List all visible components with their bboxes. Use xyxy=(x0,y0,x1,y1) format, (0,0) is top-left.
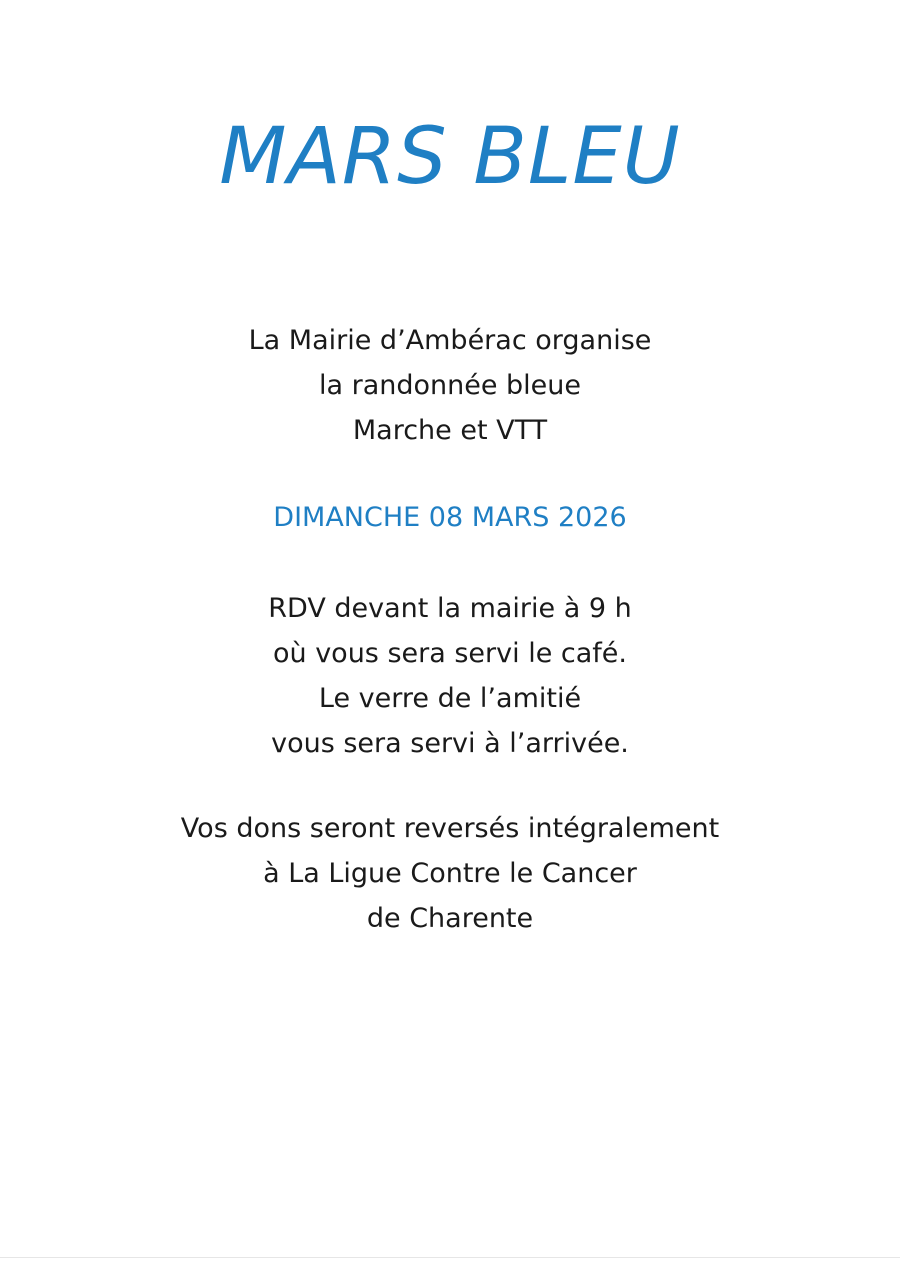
rdv-line: RDV devant la mairie à 9 h xyxy=(268,593,632,624)
rdv-line: Le verre de l’amitié xyxy=(318,683,582,714)
intro-block xyxy=(0,318,900,453)
donations-line: Vos dons seront reversés intégralement xyxy=(180,813,720,844)
rdv-line: vous sera servi à l’arrivée. xyxy=(271,728,629,759)
rdv-block xyxy=(0,586,900,766)
intro-line: la randonnée bleue xyxy=(318,370,582,401)
event-date: DIMANCHE 08 MARS 2026 xyxy=(273,502,627,533)
donations-line: à La Ligue Contre le Cancer xyxy=(263,858,637,889)
intro-line: Marche et VTT xyxy=(352,415,548,446)
donations-block xyxy=(0,806,900,941)
donations-line: de Charente xyxy=(366,903,534,934)
poster-title: MARS BLEU xyxy=(219,112,681,202)
intro-line: La Mairie d’Ambérac organise xyxy=(248,325,652,356)
scan-edge-line xyxy=(0,1257,900,1258)
rdv-line: où vous sera servi le café. xyxy=(272,638,627,669)
